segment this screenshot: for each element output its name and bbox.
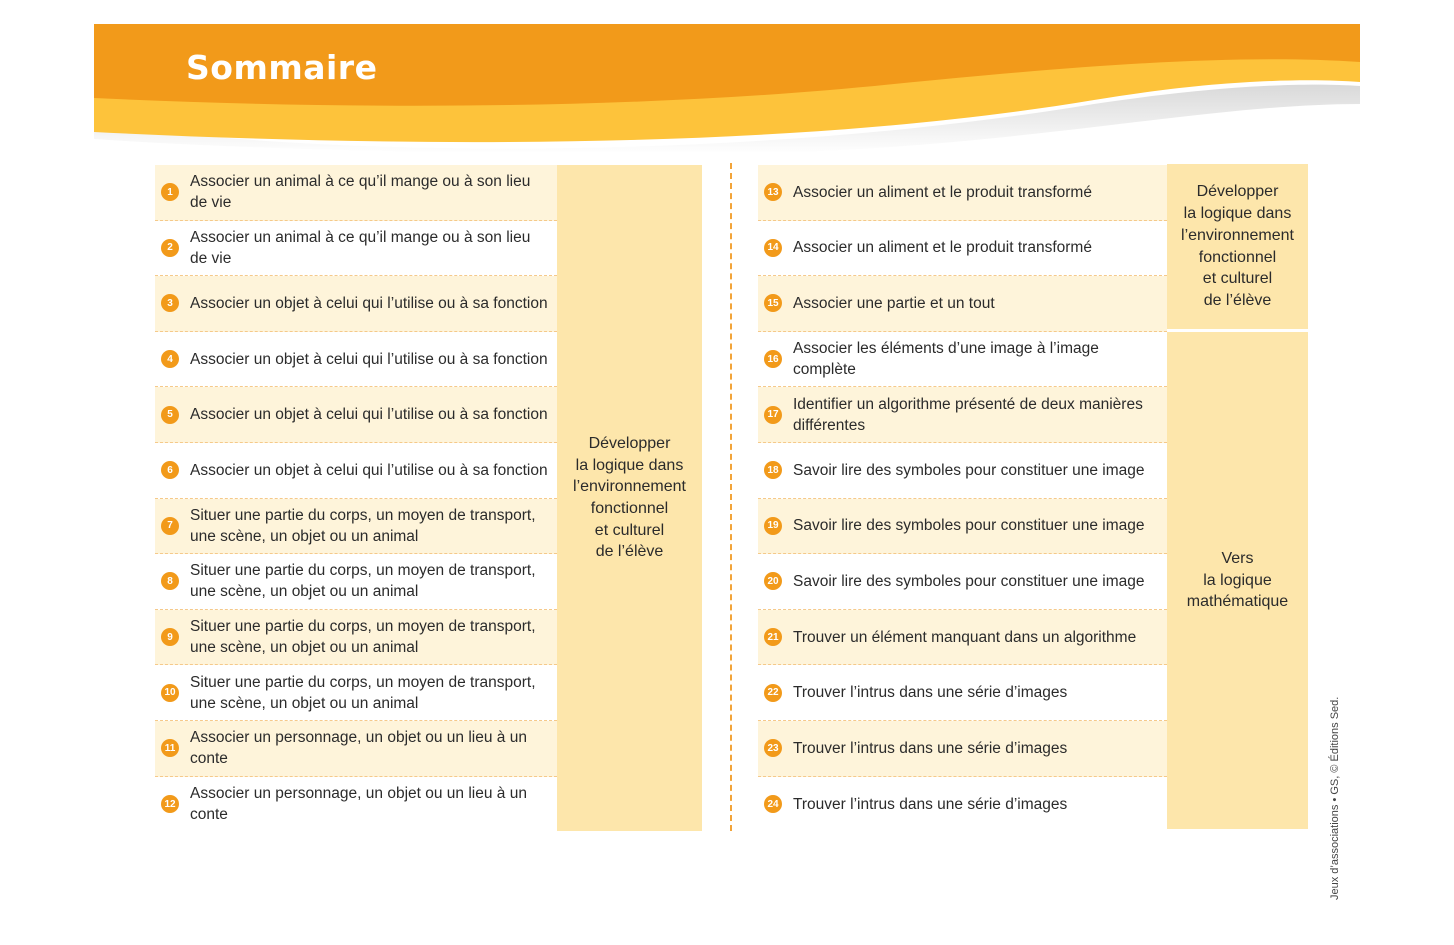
- summary-item: [758, 499, 1167, 555]
- category-label: Vers la logique mathématique: [1186, 549, 1289, 611]
- summary-item: [758, 387, 1167, 443]
- item-label: Associer un objet à celui qui l’utilise ou à sa fonction: [190, 350, 548, 368]
- item-number-badge: 24: [764, 795, 782, 813]
- summary-item: [758, 554, 1167, 610]
- item-label: Identifier un algorithme présenté de deux manières différentes: [793, 395, 1143, 434]
- item-number-badge: 8: [161, 572, 179, 590]
- header-banner: [94, 24, 1360, 152]
- item-label: Associer un aliment et le produit transformé: [793, 183, 1092, 201]
- item-number-badge: 22: [764, 684, 782, 702]
- summary-item: [155, 610, 557, 666]
- summary-item: [758, 276, 1167, 332]
- summary-item: [155, 499, 557, 555]
- right-summary-list: [758, 165, 1167, 832]
- category-band-left: [557, 165, 702, 831]
- summary-item: [155, 276, 557, 332]
- summary-item: [758, 721, 1167, 777]
- summary-item: [758, 221, 1167, 277]
- category-label: Développer la logique dans l’environnement fonctionnel et culturel de l’élève: [573, 434, 686, 561]
- item-number-badge: 9: [161, 628, 179, 646]
- item-label: Associer un objet à celui qui l’utilise ou à sa fonction: [190, 294, 548, 312]
- summary-item: [155, 665, 557, 721]
- page-title: Sommaire: [186, 48, 378, 87]
- summary-item: [155, 332, 557, 388]
- column-divider: [730, 163, 732, 831]
- item-number-badge: 5: [161, 406, 179, 424]
- summary-item: [758, 777, 1167, 833]
- item-label: Associer un personnage, un objet ou un lieu à un conte: [190, 729, 527, 768]
- item-number-badge: 20: [764, 572, 782, 590]
- summary-item: [155, 221, 557, 277]
- item-label: Savoir lire des symboles pour constituer une image: [793, 461, 1145, 479]
- item-number-badge: 14: [764, 239, 782, 257]
- copyright-credit: Jeux d’associations • GS, © Éditions Sed.: [1329, 696, 1341, 900]
- summary-item: [155, 777, 557, 833]
- item-number-badge: 1: [161, 183, 179, 201]
- left-summary-list: [155, 165, 557, 832]
- category-label: Développer la logique dans l’environnement fonctionnel et culturel de l’élève: [1181, 183, 1294, 309]
- item-number-badge: 2: [161, 239, 179, 257]
- item-label: Trouver l’intrus dans une série d’images: [793, 795, 1068, 813]
- summary-item: [758, 332, 1167, 388]
- summary-item: [155, 387, 557, 443]
- item-label: Associer un animal à ce qu’il mange ou à son lieu de vie: [190, 173, 531, 212]
- item-label: Associer un animal à ce qu’il mange ou à son lieu de vie: [190, 228, 531, 267]
- item-label: Associer un objet à celui qui l’utilise ou à sa fonction: [190, 461, 548, 479]
- item-number-badge: 6: [161, 461, 179, 479]
- summary-item: [758, 665, 1167, 721]
- item-label: Situer une partie du corps, un moyen de transport, une scène, un objet ou un animal: [190, 506, 536, 545]
- item-number-badge: 12: [161, 795, 179, 813]
- item-number-badge: 4: [161, 350, 179, 368]
- item-number-badge: 11: [161, 739, 179, 757]
- item-number-badge: 10: [161, 684, 179, 702]
- item-label: Trouver un élément manquant dans un algorithme: [793, 628, 1137, 646]
- category-band-right-bottom: [1167, 332, 1308, 829]
- item-number-badge: 23: [764, 739, 782, 757]
- summary-item: [155, 721, 557, 777]
- summary-item: [758, 443, 1167, 499]
- item-label: Trouver l’intrus dans une série d’images: [793, 684, 1068, 702]
- item-label: Trouver l’intrus dans une série d’images: [793, 739, 1068, 757]
- item-number-badge: 19: [764, 517, 782, 535]
- item-number-badge: 18: [764, 461, 782, 479]
- item-label: Situer une partie du corps, un moyen de transport, une scène, un objet ou un animal: [190, 562, 536, 601]
- category-band-right-top: [1167, 164, 1308, 329]
- item-number-badge: 15: [764, 294, 782, 312]
- item-label: Savoir lire des symboles pour constituer une image: [793, 572, 1145, 590]
- summary-item: [758, 165, 1167, 221]
- item-label: Associer les éléments d’une image à l’image complète: [793, 340, 1099, 379]
- item-label: Situer une partie du corps, un moyen de transport, une scène, un objet ou un animal: [190, 618, 536, 657]
- item-label: Associer un aliment et le produit transformé: [793, 239, 1092, 257]
- banner-wave: [94, 24, 1360, 152]
- summary-item: [155, 554, 557, 610]
- item-number-badge: 17: [764, 406, 782, 424]
- item-number-badge: 7: [161, 517, 179, 535]
- item-label: Associer un objet à celui qui l’utilise ou à sa fonction: [190, 406, 548, 424]
- summary-item: [758, 610, 1167, 666]
- item-label: Associer un personnage, un objet ou un lieu à un conte: [190, 785, 527, 824]
- item-number-badge: 13: [764, 183, 782, 201]
- summary-item: [155, 443, 557, 499]
- item-number-badge: 16: [764, 350, 782, 368]
- item-number-badge: 3: [161, 294, 179, 312]
- item-label: Associer une partie et un tout: [793, 294, 995, 312]
- item-label: Situer une partie du corps, un moyen de transport, une scène, un objet ou un animal: [190, 673, 536, 712]
- item-label: Savoir lire des symboles pour constituer une image: [793, 517, 1145, 535]
- summary-item: [155, 165, 557, 221]
- item-number-badge: 21: [764, 628, 782, 646]
